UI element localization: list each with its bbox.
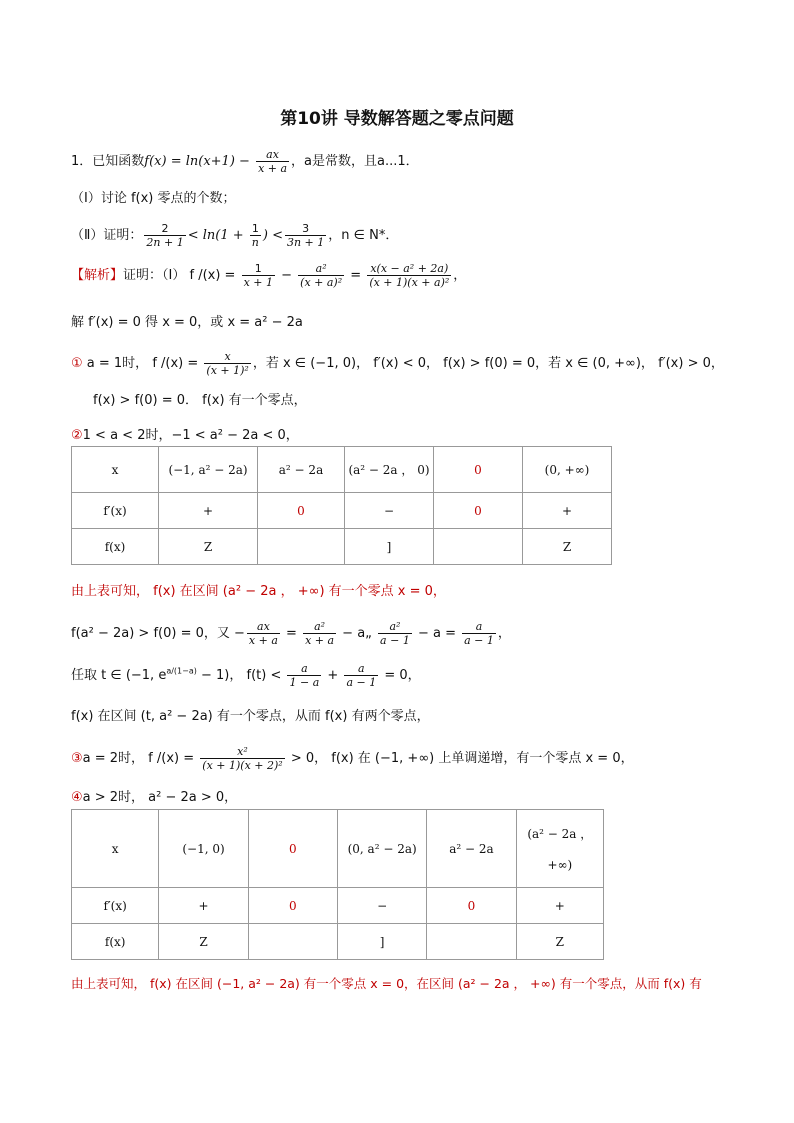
table-cell: f(x) [72, 529, 159, 565]
fraction-denominator: x + a [248, 634, 278, 647]
table-cell: (−1, 0) [159, 810, 248, 888]
table-cell: 0 [258, 493, 345, 529]
case-text: a = 1时， f /(x) = [82, 356, 203, 371]
page-title: 第10讲 导数解答题之零点问题 [280, 109, 514, 129]
inequality-text: ) < [262, 228, 283, 243]
table-row [72, 447, 612, 493]
table-cell: Z [523, 529, 612, 565]
table-cell: 0 [434, 493, 523, 529]
punctuation: ， [453, 268, 467, 283]
case-marker: ① [71, 356, 83, 371]
fraction-denominator: (x + 1)(x + 2)² [202, 759, 283, 772]
table-cell [248, 924, 337, 960]
operator: = [281, 626, 302, 641]
fraction-denominator: n [251, 236, 259, 249]
fraction-denominator: (x + 1)(x + a)² [369, 276, 450, 289]
operator: = [346, 268, 366, 283]
table-cell: 0 [427, 888, 516, 924]
fraction [200, 745, 284, 772]
fraction-numerator: a² [378, 620, 412, 634]
case-four [71, 786, 237, 805]
table-cell: + [159, 888, 248, 924]
fraction-denominator: x + a [305, 634, 335, 647]
case-text: > 0， f(x) 在 (−1, +∞) 上单调递增，有一个零点 x = 0， [286, 751, 634, 766]
operator: − [277, 268, 297, 283]
problem-suffix: ，a是常数，且a...1． [291, 154, 419, 169]
fraction-denominator: a − 1 [464, 634, 494, 647]
fraction [344, 662, 378, 689]
fraction [462, 620, 496, 647]
table-two-conclusion: 由上表可知， f(x) 在区间 (−1, a² − 2a) 有一个零点 x = 0，在区间 (a² − 2a ， +∞) 有一个零点，从而 f(x) 有 [71, 976, 702, 991]
fraction-denominator: 3n + 1 [286, 236, 325, 249]
interval-end: +∞) [547, 858, 573, 872]
table-cell: f′(x) [72, 888, 159, 924]
table-row [72, 529, 612, 565]
fraction-numerator: ax [256, 148, 289, 162]
table-cell: − [345, 493, 434, 529]
fraction-numerator: x² [200, 745, 284, 759]
table-row [72, 924, 604, 960]
part-two [71, 222, 398, 249]
variation-table-2 [71, 809, 604, 960]
fraction-numerator: a [287, 662, 321, 676]
fraction-numerator: 1 [250, 222, 261, 236]
fraction [144, 222, 185, 249]
fraction [242, 262, 275, 289]
table-cell [427, 924, 516, 960]
table-row [72, 888, 604, 924]
math-text: − a = [413, 626, 461, 641]
table-row [72, 493, 612, 529]
fraction [247, 620, 280, 647]
case-marker: ④ [71, 790, 83, 805]
table-cell: Z [516, 924, 603, 960]
case-two [71, 424, 299, 443]
fraction [378, 620, 412, 647]
fraction [287, 662, 321, 689]
case-one-conclusion: f(x) > f(0) = 0． f(x) 有一个零点， [93, 393, 307, 408]
fraction-numerator: 2 [144, 222, 185, 236]
inequality-line [71, 620, 511, 647]
table-cell: f′(x) [72, 493, 159, 529]
fraction [256, 148, 289, 175]
fraction [204, 350, 250, 377]
table-cell: 0 [248, 810, 337, 888]
fraction-denominator: (x + 1)² [206, 364, 249, 377]
table-cell: 0 [248, 888, 337, 924]
choose-t-line [71, 662, 421, 689]
fraction-denominator: a − 1 [346, 676, 377, 689]
fraction-numerator: 1 [242, 262, 275, 276]
table-cell: + [159, 493, 258, 529]
variation-table-1 [71, 446, 612, 565]
problem-prefix: 1．已知函数 [71, 154, 145, 169]
math-text: 任取 t ∈ (−1, e [71, 668, 167, 683]
math-text: f(a² − 2a) > f(0) = 0，又 − [71, 626, 245, 641]
case-text: a > 2时， a² − 2a > 0， [82, 790, 238, 805]
fraction-numerator: a [462, 620, 496, 634]
table-cell: (−1, a² − 2a) [159, 447, 258, 493]
table-cell: ] [345, 529, 434, 565]
table-cell: + [523, 493, 612, 529]
table-row [72, 810, 604, 888]
table-cell [516, 810, 603, 888]
table-cell: x [72, 447, 159, 493]
case-marker: ② [71, 428, 83, 443]
interval-start: (a² − 2a ， [527, 827, 593, 841]
table-cell: − [337, 888, 426, 924]
table-cell: x [72, 810, 159, 888]
part-two-suffix: ，n ∈ N*． [328, 228, 399, 243]
table-cell: a² − 2a [427, 810, 516, 888]
punctuation: ， [497, 626, 511, 641]
exponent: a/(1−a) [166, 666, 197, 676]
fraction-numerator: 3 [285, 222, 326, 236]
table-cell: ] [337, 924, 426, 960]
table-cell: (0, +∞) [523, 447, 612, 493]
fraction-denominator: a − 1 [380, 634, 410, 647]
fraction-numerator: x [204, 350, 250, 364]
fraction-numerator: a [344, 662, 378, 676]
solution-tag: 【解析】 [71, 268, 124, 283]
fraction [250, 222, 261, 249]
table-one-conclusion: 由上表可知， f(x) 在区间 (a² − 2a ， +∞) 有一个零点 x = 0， [71, 584, 446, 599]
two-zeros-line: f(x) 在区间 (t, a² − 2a) 有一个零点，从而 f(x) 有两个零点， [71, 709, 430, 724]
fraction-numerator: a² [298, 262, 344, 276]
solution-intro [71, 262, 466, 289]
inequality-text: < ln(1 + [187, 228, 248, 243]
table-cell: 0 [434, 447, 523, 493]
case-text: ，若 x ∈ (−1, 0)， f′(x) < 0， f(x) > f(0) = 0，若 x ∈ (0, +∞)， f′(x) > 0， [252, 356, 724, 371]
fraction [285, 222, 326, 249]
fraction-numerator: ax [247, 620, 280, 634]
fraction-denominator: 1 − a [289, 676, 320, 689]
case-three [71, 745, 634, 772]
operator: + [323, 668, 343, 683]
fraction [367, 262, 451, 289]
fraction-numerator: a² [303, 620, 336, 634]
table-cell: Z [159, 924, 248, 960]
function-definition: f(x) = ln(x+1) − [144, 154, 255, 169]
case-text: 1 < a < 2时，−1 < a² − 2a < 0， [82, 428, 299, 443]
problem-statement [71, 148, 419, 175]
table-cell: Z [159, 529, 258, 565]
table-cell [258, 529, 345, 565]
table-cell: + [516, 888, 603, 924]
fraction [298, 262, 344, 289]
derivative-label: 证明：（Ⅰ） f /(x) = [123, 268, 240, 283]
math-text: − a„ [338, 626, 377, 641]
table-cell: f(x) [72, 924, 159, 960]
table-cell: a² − 2a [258, 447, 345, 493]
fraction-denominator: x + 1 [243, 276, 273, 289]
case-text: a = 2时， f /(x) = [82, 751, 199, 766]
fraction-denominator: x + a [258, 162, 288, 175]
part-one: （Ⅰ）讨论 f(x) 零点的个数； [71, 191, 236, 206]
math-text: = 0， [380, 668, 421, 683]
zero-equation: 解 f′(x) = 0 得 x = 0，或 x = a² − 2a [71, 315, 303, 330]
fraction-numerator: x(x − a² + 2a) [367, 262, 451, 276]
fraction-denominator: (x + a)² [300, 276, 343, 289]
part-two-prefix: （Ⅱ）证明： [71, 228, 143, 243]
fraction-denominator: 2n + 1 [146, 236, 184, 249]
case-one [71, 350, 724, 377]
table-cell: (a² − 2a ， 0) [345, 447, 434, 493]
case-marker: ③ [71, 751, 83, 766]
table-cell: (0, a² − 2a) [337, 810, 426, 888]
fraction [303, 620, 336, 647]
math-text: − 1)， f(t) < [196, 668, 286, 683]
table-cell [434, 529, 523, 565]
